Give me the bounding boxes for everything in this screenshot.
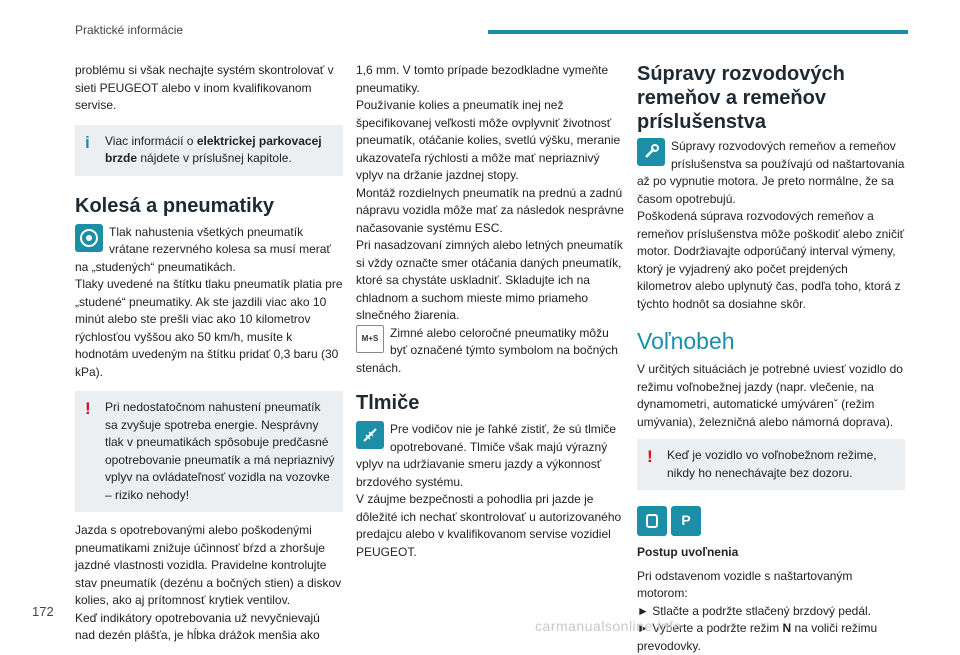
- heading-shock-absorbers: Tlmiče: [356, 392, 420, 414]
- shock-paragraph-2: V záujme bezpečnosti a pohodlia pri jazde je dôležité ich nechať skontrolovať u autorizovaného predajcu alebo v kvalifikovanom servise vozidiel PEUGEOT.: [356, 492, 622, 559]
- heading-wheels-tyres: Kolesá a pneumatiky: [75, 194, 274, 217]
- section-title: Praktické informácie: [75, 23, 184, 37]
- tyre-paragraph-3: Jazda s opotrebovanými alebo poškodenými pneumatikami znižuje účinnosť bŕzd a zhoršuje jazdné vlastnosti vozidla. Pravidelne kontrolujte stav pneumatík (dezénu a bočných stien) a diskov kolies, ako aj prítomnosť krytiek ventilov.: [75, 523, 342, 607]
- column-3: [637, 62, 905, 655]
- tyre-paragraph-1: Tlak nahustenia všetkých pneumatík vrátane rezervného kolesa sa musí merať na „studených“ pneumatikách.: [75, 224, 331, 274]
- tyre-paragraph-6: Používanie kolies a pneumatík inej než špecifikovanej veľkosti môže ovplyvniť životnosť pneumatík, otáčanie kolies, svetlú výšku, meranie ukazovateľa rýchlosti a môže mať nepriaznivý vplyv na držanie jazdnej stopy.: [356, 98, 621, 182]
- parking-brake-icon: P: [671, 506, 701, 536]
- wrench-icon: [637, 138, 665, 166]
- shock-absorber-block: [356, 421, 624, 491]
- info-note: [75, 125, 343, 176]
- heading-freewheel: Voľnobeh: [637, 328, 735, 354]
- belts-block: [637, 138, 905, 208]
- intro-paragraph: problému si však nechajte systém skontrolovať v sieti PEUGEOT alebo v inom kvalifikovanom servise.: [75, 63, 334, 112]
- shock-paragraph-1: Pre vodičov nie je ľahké zistiť, že sú tlmiče opotrebované. Tlmiče však majú výrazný vplyv na udržiavanie smeru jazdy a výkonnosť brzdového systému.: [356, 422, 617, 489]
- column-2: [356, 62, 624, 561]
- shock-absorber-icon: [356, 421, 384, 449]
- release-step-1: ► Stlačte a podržte stlačený brzdový pedál.: [637, 603, 871, 618]
- release-step-2: ► Vyberte a podržte režim N na voliči režimu prevodovky.: [637, 621, 878, 653]
- warning-text: Keď je vozidlo vo voľnobežnom režime, nikdy ho nenechávajte bez dozoru.: [667, 448, 877, 480]
- info-note-bold: elektrickej parkovacej brzde: [105, 133, 322, 165]
- gear-selector-icon: [637, 506, 667, 536]
- info-note-text-end: nájdete v príslušnej kapitole.: [137, 151, 292, 165]
- release-intro: Pri odstavenom vozidle s naštartovaným motorom:: [637, 568, 853, 600]
- tyre-paragraph-2: Tlaky uvedené na štítku tlaku pneumatík platia pre „studené“ pneumatiky. Ak ste jazdili viac ako 10 minút alebo ste prešli viac ako 10 kilometrov rýchlosťou vyššou ako 50 km/h, musíte k hodnotám uvedeným na štítku pridať 0,3 baru (30 kPa).: [75, 277, 343, 379]
- warning-note-freewheel: [637, 439, 905, 490]
- info-note-text: Viac informácií o: [105, 133, 197, 148]
- info-icon: i: [85, 132, 90, 152]
- tyre-paragraph-8: Pri nasadzovaní zimných alebo letných pneumatík si vždy označte smer otáčania daných pneumatík, ktoré sa chystáte uskladniť. Skladujte ich na chladnom a suchom mieste mimo priameho slnečného žiarenia.: [356, 238, 623, 322]
- warning-note-tyres: [75, 391, 343, 512]
- winter-tyre-paragraph: Zimné alebo celoročné pneumatiky môžu byť označené týmto symbolom na bočných stenách.: [356, 325, 618, 375]
- watermark: carmanualsonline.info: [535, 618, 682, 634]
- header-accent-bar: [488, 30, 908, 34]
- snowflake-mountain-icon: M+S: [356, 325, 384, 353]
- column-1: [75, 62, 343, 645]
- warning-icon: !: [85, 399, 91, 418]
- freewheel-paragraph: V určitých situáciách je potrebné uviesť vozidlo do režimu voľnobežnej jazdy (napr. vlečenie, na dynamometri, automatické umývárenˇ (režim umývania), železničná alebo námorná doprava).: [637, 362, 903, 429]
- tyre-pressure-block: [75, 224, 343, 277]
- warning-text: Pri nedostatočnom nahustení pneumatík sa zvyšuje spotreba energie. Nesprávny tlak v pneumatikách spôsobuje predčasné opotrebovanie pneumatík a má nepriaznivý vplyv na ovládateľnosť vozidla na vozovke – riziko nehody!: [105, 400, 335, 502]
- belts-paragraph-1: Súpravy rozvodových remeňov a remeňov príslušenstva sa používajú od naštartovania až po vypnutie motora. Je preto normálne, že sa časom opotrebujú.: [637, 139, 905, 206]
- tyre-paragraph-4: Keď indikátory opotrebovania už nevyčnievajú nad dezén plášťa, je hĺbka drážok menšia ako: [75, 610, 320, 642]
- page-number: 172: [32, 604, 54, 619]
- belts-paragraph-2: Poškodená súprava rozvodových remeňov a remeňov príslušenstva môže poškodiť alebo zničiť motor. Dodržiavajte odporúčaný interval výmeny, ktorý je vyjadrený ako počet prejdených kilometrov alebo uplynutý čas, podľa toho, ktorá z týchto hodnôt sa dosiahne skôr.: [637, 209, 905, 311]
- tyre-paragraph-7: Montáž rozdielnych pneumatík na prednú a zadnú nápravu vozidla môže mať za následok nesprávne načasovanie systému ESC.: [356, 185, 624, 235]
- winter-tyre-block: [356, 325, 624, 378]
- freewheel-icons: [637, 506, 905, 536]
- tyre-pressure-icon: [75, 224, 103, 252]
- warning-icon: !: [647, 447, 653, 466]
- release-procedure-title: Postup uvoľnenia: [637, 545, 739, 559]
- heading-belts: Súpravy rozvodových remeňov a remeňov príslušenstva: [637, 63, 845, 133]
- tyre-paragraph-5: 1,6 mm. V tomto prípade bezodkladne vymeňte pneumatiky.: [356, 63, 609, 95]
